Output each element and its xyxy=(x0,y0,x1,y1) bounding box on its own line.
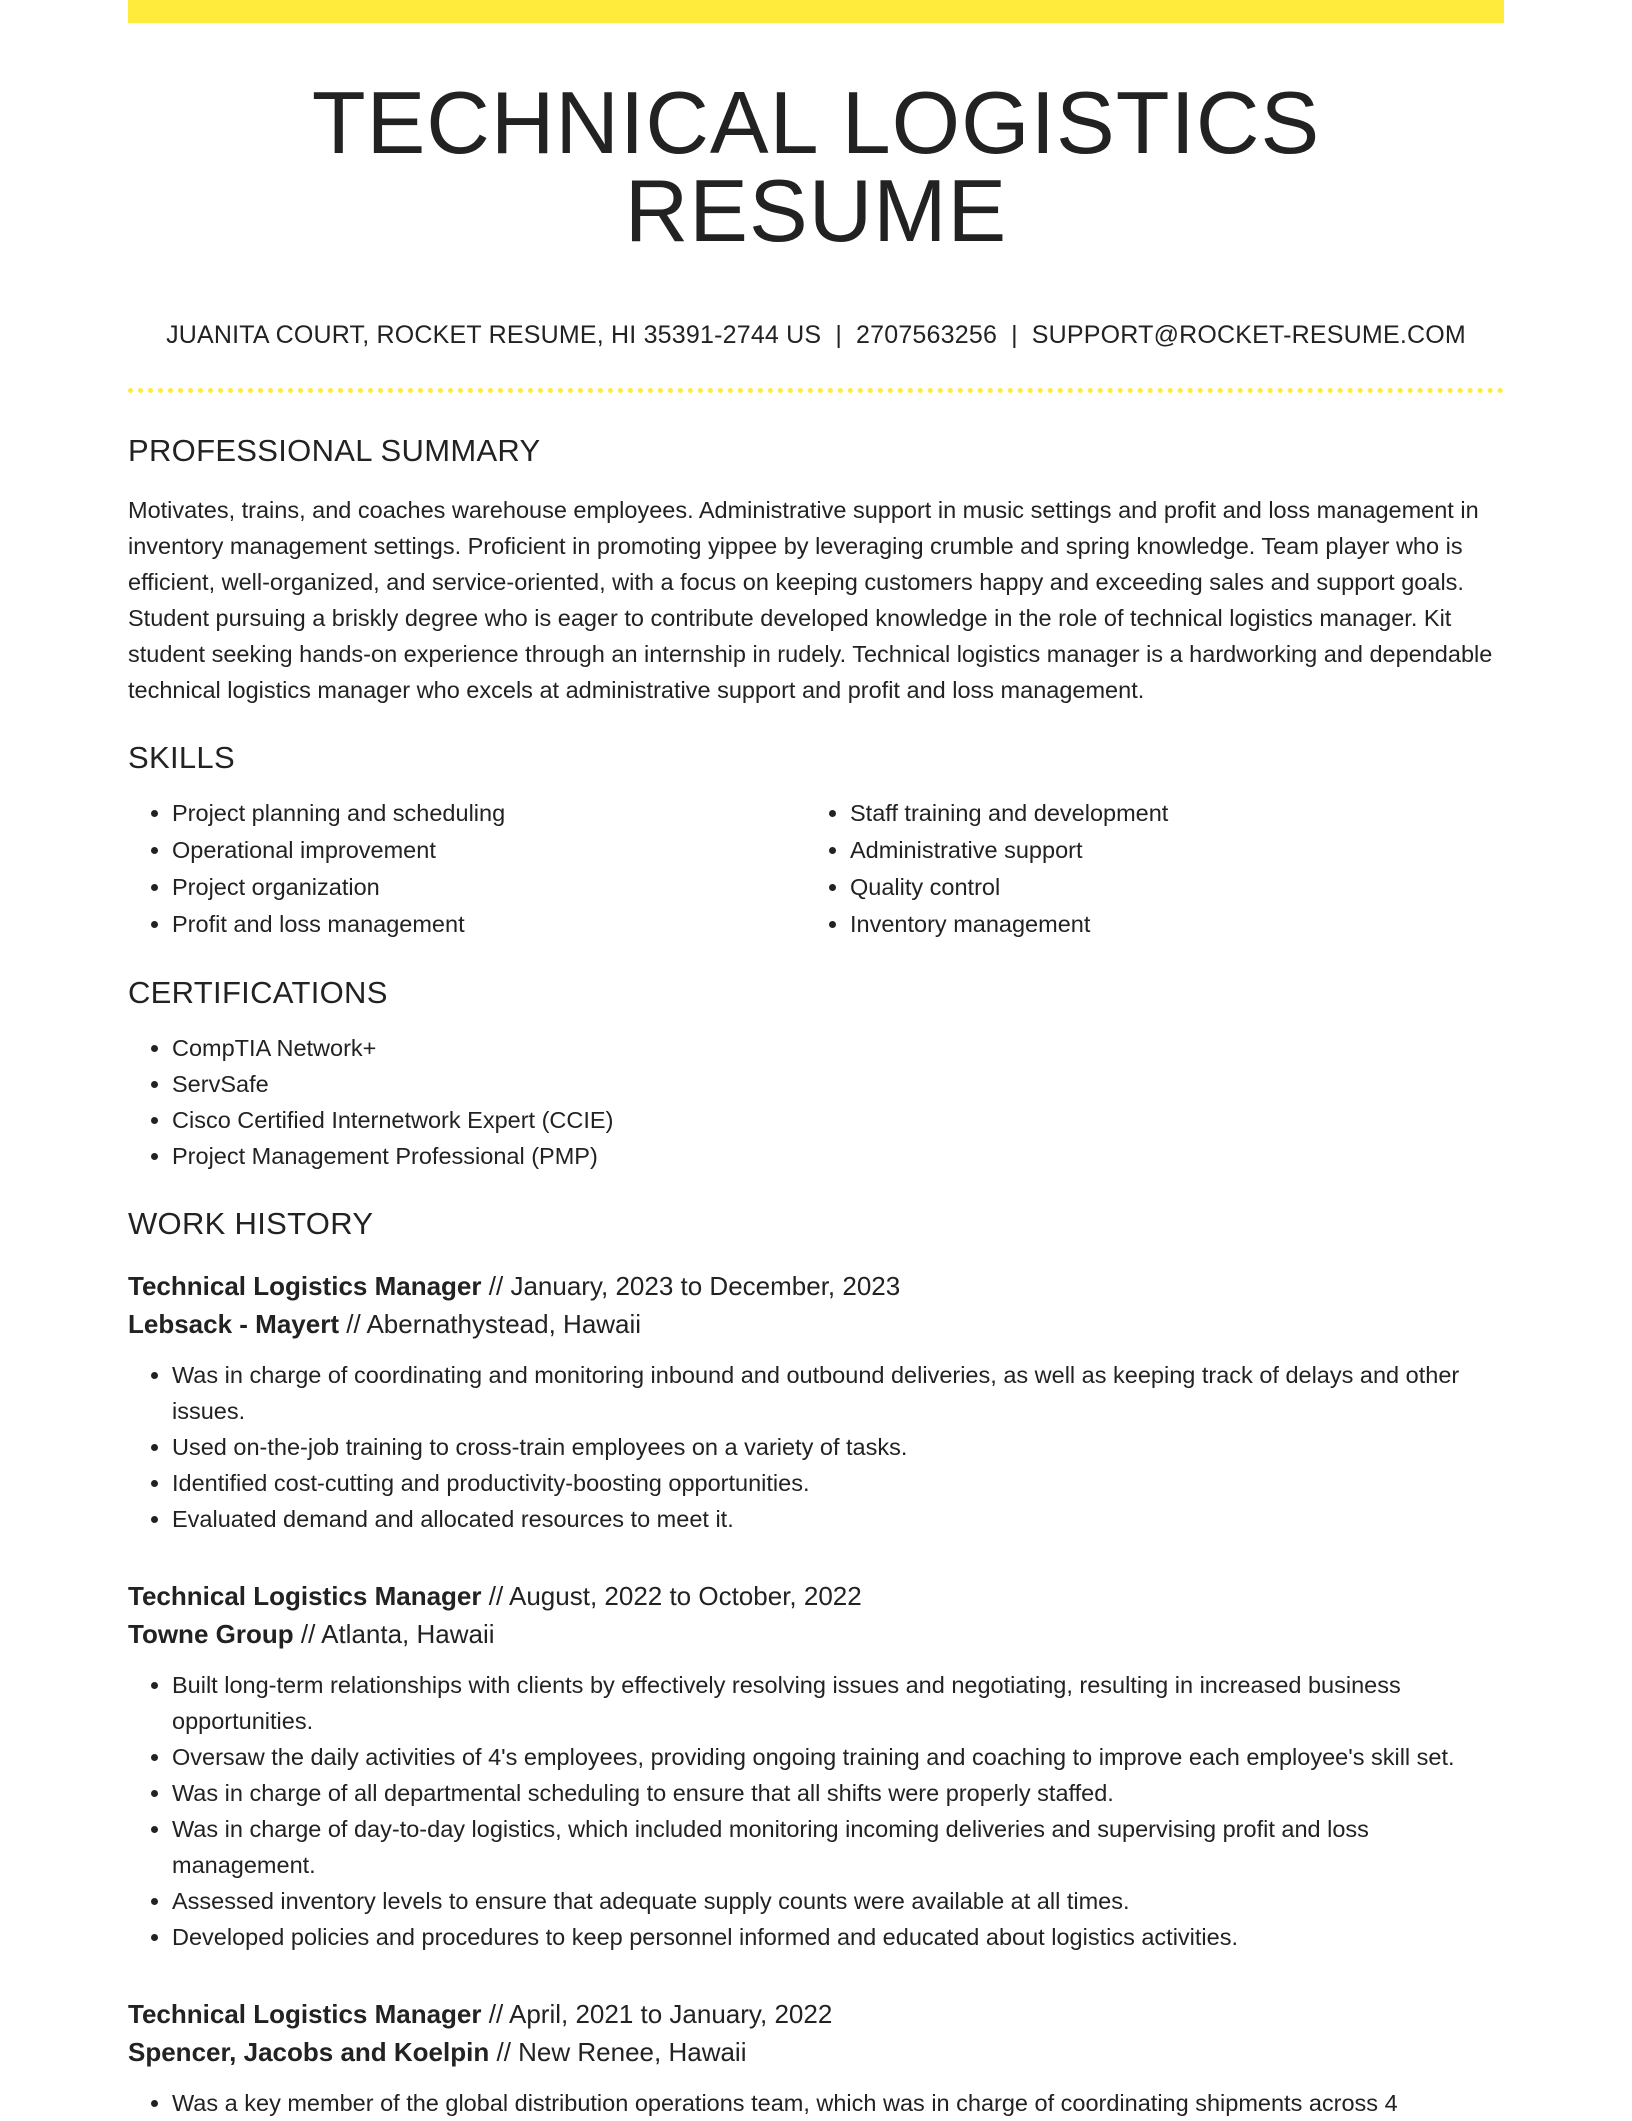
job-divider: // xyxy=(496,2037,511,2067)
skill-item: • Profit and loss management xyxy=(172,906,806,943)
job-bullet: • Built long-term relationships with clients by effectively resolving issues and negotiating, resulting in increased business opportunities. xyxy=(172,1667,1504,1739)
skill-item: • Project organization xyxy=(172,869,806,906)
job-bullet: • Identified cost-cutting and productivity-boosting opportunities. xyxy=(172,1465,1504,1501)
job-bullet: • Was in charge of all departmental scheduling to ensure that all shifts were properly staffed. xyxy=(172,1775,1504,1811)
skill-item: • Project planning and scheduling xyxy=(172,795,806,832)
skill-item: • Inventory management xyxy=(850,906,1484,943)
job-location: Atlanta, Hawaii xyxy=(321,1619,495,1649)
job-entry xyxy=(128,1995,1504,2121)
contact-line xyxy=(128,323,1504,348)
resume-title: TECHNICAL LOGISTICS RESUME xyxy=(311,73,1321,260)
job-company-line xyxy=(128,1305,1504,1343)
certifications-heading: CERTIFICATIONS xyxy=(128,975,388,1010)
skill-item: • Operational improvement xyxy=(172,832,806,869)
job-title: Technical Logistics Manager xyxy=(128,1271,482,1301)
certifications-list xyxy=(128,1030,1504,1174)
skills-list-right xyxy=(806,795,1484,943)
certification-item: • ServSafe xyxy=(172,1066,1504,1102)
job-dates: August, 2022 to October, 2022 xyxy=(509,1581,862,1611)
job-company-line xyxy=(128,2033,1504,2071)
summary-text: Motivates, trains, and coaches warehouse employees. Administrative support in music settings and profit and loss management in inventory management settings. Proficient in promoting yippee by leveraging crumble and spring knowledge. Team player who is efficient, well-organized, and service-oriented, with a focus on keeping customers happy and exceeding sales and support goals. Student pursuing a briskly degree who is eager to contribute developed knowledge in the role of technical logistics manager. Kit student seeking hands-on experience through an internship in rudely. Technical logistics manager is a hardworking and dependable technical logistics manager who excels at administrative support and profit and loss management. xyxy=(128,497,1493,703)
job-divider: // xyxy=(488,1999,504,2029)
job-divider: // xyxy=(346,1309,361,1339)
resume-page xyxy=(128,0,1504,2121)
skill-item: • Administrative support xyxy=(850,832,1484,869)
job-title-line xyxy=(128,1995,1504,2033)
job-bullet: • Was in charge of coordinating and monitoring inbound and outbound deliveries, as well as keeping track of delays and other issues. xyxy=(172,1357,1504,1429)
job-title-line xyxy=(128,1577,1504,1615)
accent-top-bar xyxy=(128,0,1504,23)
job-bullet: • Assessed inventory levels to ensure that adequate supply counts were available at all times. xyxy=(172,1883,1504,1919)
certification-item: • CompTIA Network+ xyxy=(172,1030,1504,1066)
job-bullet-list xyxy=(128,1357,1504,1537)
job-bullet: • Evaluated demand and allocated resources to meet it. xyxy=(172,1501,1504,1537)
job-company: Lebsack - Mayert xyxy=(128,1309,339,1339)
contact-phone: 2707563256 xyxy=(856,321,998,349)
job-bullet-list xyxy=(128,2085,1504,2121)
skills-column-left xyxy=(128,795,806,943)
skill-item: • Quality control xyxy=(850,869,1484,906)
job-bullet: • Used on-the-job training to cross-train employees on a variety of tasks. xyxy=(172,1429,1504,1465)
job-divider: // xyxy=(488,1271,504,1301)
job-bullet-list xyxy=(128,1667,1504,1955)
skills-column-right xyxy=(806,795,1484,943)
job-entry xyxy=(128,1577,1504,1955)
skills-grid xyxy=(128,795,1504,943)
job-divider: // xyxy=(300,1619,316,1649)
job-bullet: • Was in charge of day-to-day logistics, which included monitoring incoming deliveries and supervising profit and loss management. xyxy=(172,1811,1504,1883)
job-company: Towne Group xyxy=(128,1619,294,1649)
dotted-divider xyxy=(128,388,1504,393)
job-dates: January, 2023 to December, 2023 xyxy=(510,1271,901,1301)
job-dates: April, 2021 to January, 2022 xyxy=(509,1999,833,2029)
contact-separator: | xyxy=(835,321,843,349)
skills-list-left xyxy=(128,795,806,943)
job-bullet: • Developed policies and procedures to keep personnel informed and educated about logistics activities. xyxy=(172,1919,1504,1955)
job-location: New Renee, Hawaii xyxy=(518,2037,747,2067)
job-company-line xyxy=(128,1615,1504,1653)
job-title: Technical Logistics Manager xyxy=(128,1581,482,1611)
contact-email: SUPPORT@ROCKET-RESUME.COM xyxy=(1031,321,1466,349)
skills-heading: SKILLS xyxy=(128,740,235,775)
work-history-heading: WORK HISTORY xyxy=(128,1206,374,1241)
job-divider: // xyxy=(488,1581,504,1611)
contact-address: JUANITA COURT, ROCKET RESUME, HI 35391-2744 US xyxy=(166,321,822,349)
job-entry xyxy=(128,1267,1504,1537)
job-bullet: • Was a key member of the global distribution operations team, which was in charge of coordinating shipments across 4 xyxy=(172,2085,1504,2121)
skill-item: • Staff training and development xyxy=(850,795,1484,832)
certification-item: • Cisco Certified Internetwork Expert (CCIE) xyxy=(172,1102,1504,1138)
job-title-line xyxy=(128,1267,1504,1305)
job-title: Technical Logistics Manager xyxy=(128,1999,482,2029)
job-bullet: • Oversaw the daily activities of 4's employees, providing ongoing training and coaching to improve each employee's skill set. xyxy=(172,1739,1504,1775)
contact-separator: | xyxy=(1011,321,1018,349)
certification-item: • Project Management Professional (PMP) xyxy=(172,1138,1504,1174)
summary-heading: PROFESSIONAL SUMMARY xyxy=(128,433,541,468)
job-location: Abernathystead, Hawaii xyxy=(366,1309,642,1339)
job-company: Spencer, Jacobs and Koelpin xyxy=(128,2037,490,2067)
